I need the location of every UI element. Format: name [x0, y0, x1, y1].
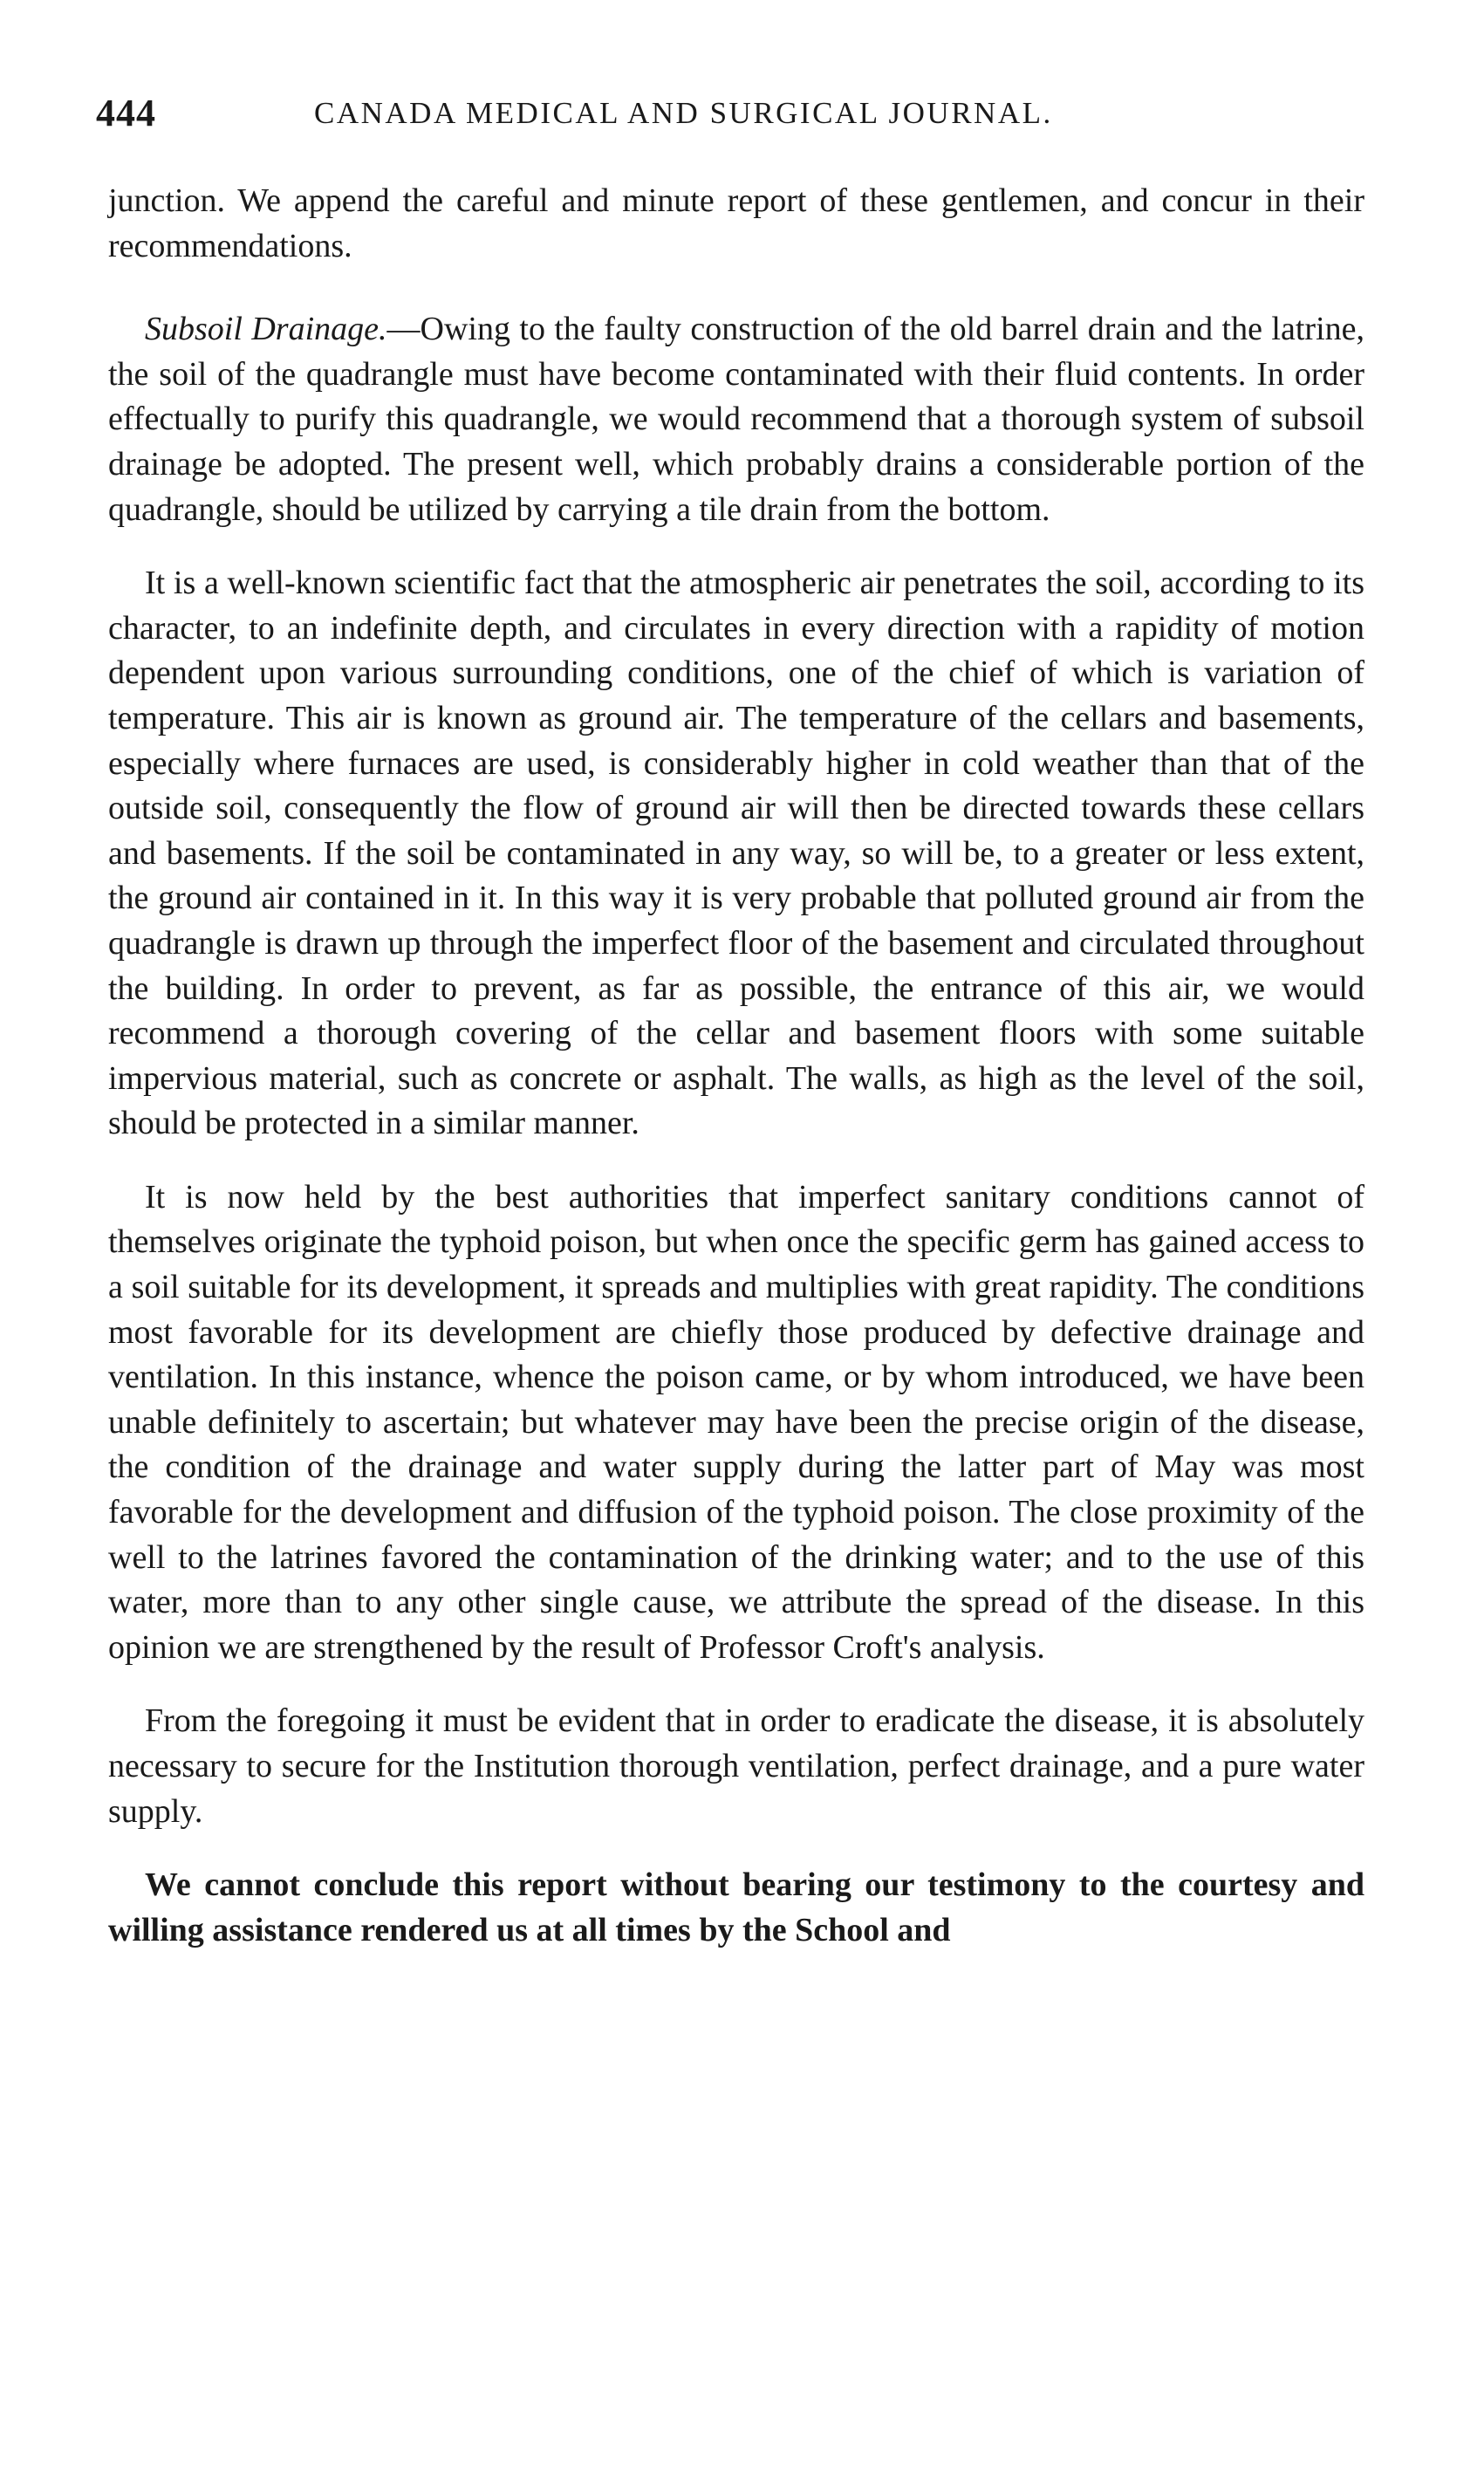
paragraph-conclusion	[108, 1699, 1364, 1834]
paragraph-text: junction. We append the careful and minute report of these gentlemen, and concur in their recommendations.	[108, 182, 1364, 264]
paragraph-typhoid-poison	[108, 1175, 1364, 1671]
paragraph-subsoil-drainage	[108, 307, 1364, 532]
paragraph-text: From the foregoing it must be evident that in order to eradicate the disease, it is absolutely necessary to secure for the Institution thorough ventilation, perfect drainage, and a pure water supply.	[108, 1702, 1364, 1830]
paragraph-text: We cannot conclude this report without bearing our testimony to the courtesy and willing assistance rendered us at all times by the School and	[108, 1866, 1364, 1948]
paragraph-text: It is now held by the best authorities that imperfect sanitary conditions cannot of themselves originate the typhoid poison, but when once the specific germ has gained access to a soil suitable for its development, it spreads and multiplies with great rapidity. The conditions most favorable for its development are chiefly those produced by defective drainage and ventilation. In this instance, whence the poison came, or by whom introduced, we have been unable definitely to ascertain; but whatever may have been the precise origin of the disease, the condition of the drainage and water supply during the latter part of May was most favorable for the development and diffusion of the typhoid poison. The close proximity of the well to the latrines favored the contamination of the drinking water; and to the use of this water, more than to any other single cause, we attribute the spread of the disease. In this opinion we are strengthened by the result of Professor Croft's analysis.	[108, 1178, 1364, 1666]
paragraph-text: —Owing to the faulty construction of the old barrel drain and the latrine, the soil of the quadrangle must have become contaminated with their fluid contents. In order effectually to purify this quadrangle, we would recommend that a thorough system of subsoil drainage be adopted. The present well, which probably drains a considerable portion of the quadrangle, should be utilized by carrying a tile drain from the bottom.	[108, 311, 1364, 528]
running-head	[96, 91, 1387, 143]
paragraph-junction	[108, 179, 1364, 269]
section-run-in-heading: Subsoil Drainage.	[145, 311, 387, 348]
paragraph-ground-air	[108, 561, 1364, 1147]
paragraph-acknowledgement	[108, 1863, 1364, 1953]
paragraph-text: It is a well-known scientific fact that the atmospheric air penetrates the soil, according to its character, to an indefinite depth, and circulates in every direction with a rapidity of motion dependent upon various surrounding conditions, one of the chief of which is variation of temperature. This air is known as ground air. The temperature of the cellars and basements, especially where furnaces are used, is considerably higher in cold weather than that of the outside soil, consequently the flow of ground air will then be directed towards these cellars and basements. If the soil be contaminated in any way, so will be, to a greater or less extent, the ground air contained in it. In this way it is very probable that polluted ground air from the quadrangle is drawn up through the imperfect floor of the basement and circulated throughout the building. In order to prevent, as far as possible, the entrance of this air, we would recommend a thorough covering of the cellar and basement floors with some suitable impervious material, such as concrete or asphalt. The walls, as high as the level of the soil, should be protected in a similar manner.	[108, 565, 1364, 1142]
journal-title: CANADA MEDICAL AND SURGICAL JOURNAL.	[314, 96, 1053, 130]
page-number: 444	[96, 92, 156, 134]
article-body	[108, 179, 1364, 1953]
